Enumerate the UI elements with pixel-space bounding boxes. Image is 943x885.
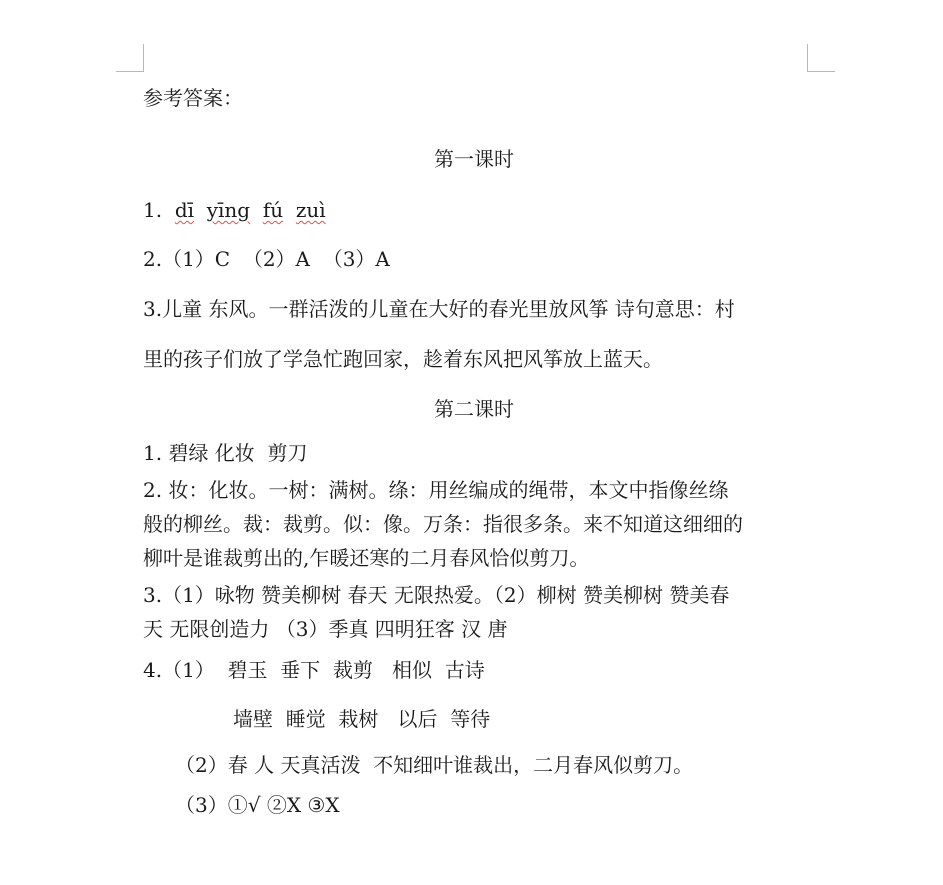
- pinyin-1: dī: [174, 198, 195, 222]
- lesson1-q1: [143, 198, 326, 222]
- lesson1-q3-line1: 3.儿童 东风。一群活泼的儿童在大好的春光里放风筝 诗句意思：村: [143, 297, 735, 321]
- crop-mark-top-right-vertical: [807, 44, 808, 72]
- lesson1-q1-number: 1.: [143, 198, 163, 222]
- pinyin-4: zuì: [295, 198, 326, 222]
- document-title: 参考答案：: [143, 86, 243, 110]
- lesson2-q1: 1. 碧绿 化妆 剪刀: [143, 441, 308, 465]
- lesson2-q3-line1: 3.（1）咏物 赞美柳树 春天 无限热爱。（2）柳树 赞美柳树 赞美春: [143, 583, 730, 607]
- lesson2-q4-row2: 墙壁 睡觉 栽树 以后 等待: [233, 707, 491, 731]
- crop-mark-top-right-horizontal: [807, 71, 835, 72]
- lesson2-q4-row1: 4.（1） 碧玉 垂下 裁剪 相似 古诗: [143, 658, 485, 682]
- lesson2-q2-line1: 2. 妆：化妆。一树：满树。绦：用丝编成的绳带，本文中指像丝绦: [143, 478, 729, 502]
- lesson2-q2-line2: 般的柳丝。裁：裁剪。似：像。万条：指很多条。来不知道这细细的: [143, 512, 743, 536]
- lesson1-heading: 第一课时: [434, 147, 514, 171]
- lesson2-q4-part2: （2）春 人 天真活泼 不知细叶谁裁出，二月春风似剪刀。: [175, 753, 694, 777]
- lesson2-q4-part3: （3）①√ ②X ③X: [175, 793, 340, 817]
- pinyin-3: fú: [262, 198, 284, 222]
- lesson2-q2-line3: 柳叶是谁裁剪出的,乍暖还寒的二月春风恰似剪刀。: [143, 546, 590, 570]
- crop-mark-top-left-vertical: [143, 44, 144, 72]
- pinyin-2: yīng: [206, 198, 251, 222]
- crop-mark-top-left-horizontal: [116, 71, 144, 72]
- lesson2-q3-line2: 天 无限创造力 （3）季真 四明狂客 汉 唐: [143, 617, 508, 641]
- lesson1-q3-line2: 里的孩子们放了学急忙跑回家，趁着东风把风筝放上蓝天。: [143, 347, 663, 371]
- lesson1-q2: 2.（1）C （2）A （3）A: [143, 247, 390, 271]
- lesson2-heading: 第二课时: [434, 397, 514, 421]
